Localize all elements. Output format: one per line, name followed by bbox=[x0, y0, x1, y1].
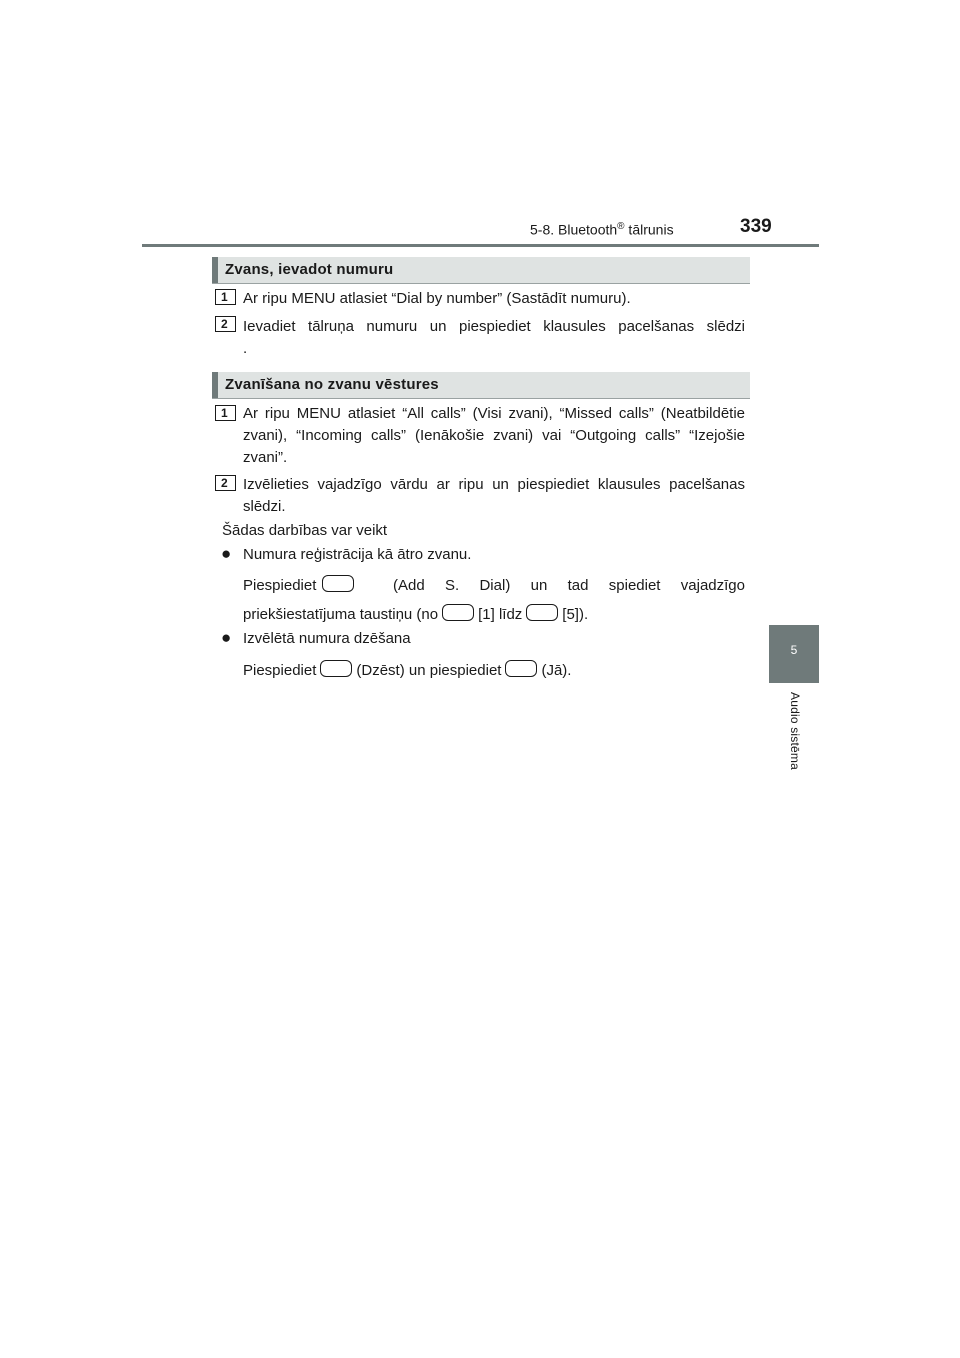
bullet-title: Izvēlētā numura dzēšana bbox=[243, 630, 411, 647]
section-heading-text: Zvans, ievadot numuru bbox=[225, 261, 394, 278]
section-heading-text: Zvanīšana no zvanu vēstures bbox=[225, 376, 439, 393]
bullet-title: Numura reģistrācija kā ātro zvanu. bbox=[243, 546, 472, 563]
operations-intro: Šādas darbības var veikt bbox=[222, 522, 388, 539]
yes-button-icon bbox=[505, 660, 537, 677]
step-badge-1: 1 bbox=[215, 289, 236, 305]
step-badge-2: 2 bbox=[215, 475, 236, 491]
step-text-cont: . bbox=[243, 340, 248, 357]
bullet-dot-icon: ● bbox=[221, 544, 232, 563]
step-text: Ar ripu MENU atlasiet “Dial by number” (Sastādīt numuru). bbox=[243, 290, 631, 307]
add-speed-dial-button-icon bbox=[322, 575, 354, 592]
section-heading-bar bbox=[212, 257, 218, 283]
header-rule bbox=[142, 244, 819, 247]
bullet-line: Piespiediet (Add S. Dial) un tad spiediet vajadzīgo bbox=[243, 577, 745, 594]
step-badge-2: 2 bbox=[215, 316, 236, 332]
chapter-tab bbox=[769, 625, 819, 683]
bullet-dot-icon: ● bbox=[221, 628, 232, 647]
step-text: Ar ripu MENU atlasiet “All calls” (Visi zvani), “Missed calls” (Neatbildētie zvani), “Incoming calls” (Ienākošie zvani) vai “Outgoing calls” “Izejošie zvani”. bbox=[243, 405, 745, 466]
running-header-section: 5-8. Bluetooth® tālrunis bbox=[530, 221, 674, 238]
chapter-tab-number: 5 bbox=[790, 643, 798, 657]
bullet-line: Piespiediet (Dzēst) un piespiediet (Jā). bbox=[243, 662, 572, 679]
section-heading-call-history bbox=[212, 372, 750, 399]
step-text: Izvēlieties vajadzīgo vārdu ar ripu un piespiediet klausules pacelšanas slēdzi. bbox=[243, 476, 745, 515]
delete-button-icon bbox=[320, 660, 352, 677]
chapter-tab-title: Audio sistēma bbox=[788, 692, 802, 770]
preset-button-icon bbox=[442, 604, 474, 621]
section-heading-dial-number bbox=[212, 257, 750, 284]
page-number: 339 bbox=[740, 216, 772, 237]
preset-button-icon bbox=[526, 604, 558, 621]
step-text: Ievadiet tālruņa numuru un piespiediet klausules pacelšanas slēdzi bbox=[243, 318, 745, 335]
section-heading-bar bbox=[212, 372, 218, 398]
step-badge-1: 1 bbox=[215, 405, 236, 421]
bullet-line: priekšiestatījuma taustiņu (no [1] līdz [5]). bbox=[243, 606, 589, 623]
